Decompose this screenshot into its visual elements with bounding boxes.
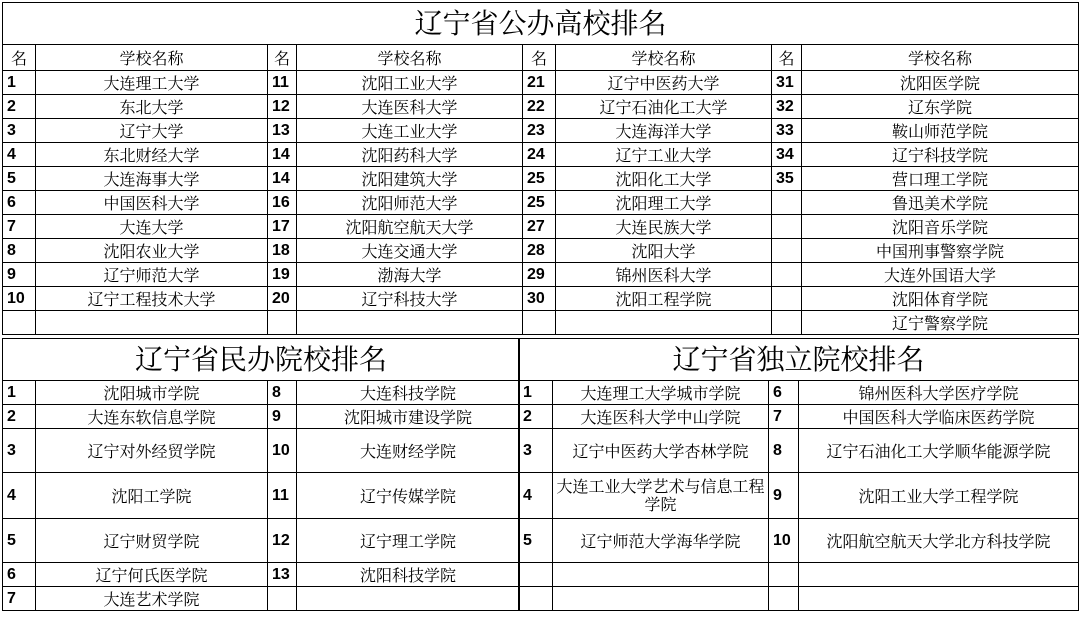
rank-cell: 7 [3, 587, 36, 611]
school-name-header: 学校名称 [556, 45, 772, 71]
table-row [3, 311, 1079, 335]
rank-cell: 5 [3, 519, 36, 563]
rank-cell: 23 [523, 119, 556, 143]
rank-cell: 7 [769, 405, 799, 429]
rank-cell: 21 [523, 71, 556, 95]
rank-cell: 1 [3, 71, 36, 95]
school-name-cell: 沈阳工学院 [36, 473, 268, 519]
table-row [519, 473, 1079, 519]
school-name-cell [297, 311, 523, 335]
table-row [3, 429, 520, 473]
rank-cell: 9 [268, 405, 297, 429]
school-name-cell: 辽宁中医药大学 [556, 71, 772, 95]
school-name-cell: 大连艺术学院 [36, 587, 268, 611]
rank-cell: 31 [772, 71, 802, 95]
table-row [3, 519, 520, 563]
school-name-cell: 沈阳工业大学 [297, 71, 523, 95]
school-name-cell: 大连外国语大学 [802, 263, 1079, 287]
rank-cell: 12 [268, 95, 297, 119]
rank-cell [519, 587, 553, 611]
rank-cell [772, 287, 802, 311]
school-name-cell [799, 563, 1079, 587]
school-name-cell: 大连交通大学 [297, 239, 523, 263]
table-row [3, 381, 520, 405]
table-row [3, 473, 520, 519]
table-row [3, 563, 520, 587]
rank-cell: 16 [268, 191, 297, 215]
rank-cell: 10 [3, 287, 36, 311]
rank-cell: 10 [769, 519, 799, 563]
rank-cell: 4 [3, 473, 36, 519]
rank-cell: 6 [769, 381, 799, 405]
table-row [3, 405, 520, 429]
rank-cell: 30 [523, 287, 556, 311]
school-name-cell: 中国刑事警察学院 [802, 239, 1079, 263]
school-name-cell: 大连财经学院 [297, 429, 520, 473]
school-name-cell [36, 311, 268, 335]
school-name-cell: 锦州医科大学医疗学院 [799, 381, 1079, 405]
school-name-cell: 辽宁中医药大学杏林学院 [553, 429, 769, 473]
rank-cell: 1 [519, 381, 553, 405]
rank-cell: 5 [3, 167, 36, 191]
table-row [3, 215, 1079, 239]
table-row [3, 167, 1079, 191]
school-name-cell: 辽宁大学 [36, 119, 268, 143]
rank-cell [268, 311, 297, 335]
public-ranking-table [2, 2, 1079, 335]
table-row [519, 587, 1079, 611]
rank-cell: 2 [3, 405, 36, 429]
rank-cell: 9 [3, 263, 36, 287]
school-name-cell: 沈阳药科大学 [297, 143, 523, 167]
rank-cell: 19 [268, 263, 297, 287]
rank-cell: 4 [519, 473, 553, 519]
table-row [3, 71, 1079, 95]
rank-cell: 8 [3, 239, 36, 263]
rank-cell: 33 [772, 119, 802, 143]
rank-cell: 27 [523, 215, 556, 239]
table-row [519, 429, 1079, 473]
table-row [3, 287, 1079, 311]
school-name-cell: 大连理工大学城市学院 [553, 381, 769, 405]
rank-cell: 24 [523, 143, 556, 167]
school-name-cell: 沈阳航空航天大学北方科技学院 [799, 519, 1079, 563]
school-name-cell: 辽宁工业大学 [556, 143, 772, 167]
school-name-cell [553, 587, 769, 611]
rank-cell: 28 [523, 239, 556, 263]
rank-cell [772, 263, 802, 287]
school-name-cell: 东北财经大学 [36, 143, 268, 167]
table-row [3, 263, 1079, 287]
table-row [3, 143, 1079, 167]
school-name-header: 学校名称 [802, 45, 1079, 71]
school-name-cell: 辽宁警察学院 [802, 311, 1079, 335]
rank-cell [268, 587, 297, 611]
rank-cell [772, 239, 802, 263]
school-name-cell: 辽宁科技学院 [802, 143, 1079, 167]
rank-cell: 10 [268, 429, 297, 473]
school-name-cell: 沈阳科技学院 [297, 563, 520, 587]
rank-cell [523, 311, 556, 335]
rank-cell: 18 [268, 239, 297, 263]
school-name-cell: 沈阳航空航天大学 [297, 215, 523, 239]
rank-cell: 13 [268, 563, 297, 587]
school-name-cell: 沈阳医学院 [802, 71, 1079, 95]
rank-cell: 32 [772, 95, 802, 119]
rank-cell [769, 563, 799, 587]
school-name-cell [556, 311, 772, 335]
school-name-cell: 大连工业大学 [297, 119, 523, 143]
rank-cell: 4 [3, 143, 36, 167]
school-name-cell [297, 587, 520, 611]
school-name-cell [799, 587, 1079, 611]
rank-cell: 12 [268, 519, 297, 563]
rank-cell: 1 [3, 381, 36, 405]
school-name-cell: 辽宁工程技术大学 [36, 287, 268, 311]
school-name-cell: 沈阳城市建设学院 [297, 405, 520, 429]
rank-cell: 8 [268, 381, 297, 405]
table-row [3, 119, 1079, 143]
rank-cell: 6 [3, 191, 36, 215]
school-name-cell: 沈阳城市学院 [36, 381, 268, 405]
rank-cell: 14 [268, 167, 297, 191]
independent-table-title: 辽宁省独立院校排名 [519, 339, 1079, 381]
independent-ranking-table [518, 338, 1079, 611]
school-name-cell: 大连海洋大学 [556, 119, 772, 143]
school-name-cell: 辽宁财贸学院 [36, 519, 268, 563]
table-row [519, 381, 1079, 405]
rank-cell [769, 587, 799, 611]
public-header-row [3, 45, 1079, 71]
rank-cell: 34 [772, 143, 802, 167]
rank-cell: 9 [769, 473, 799, 519]
rank-cell: 11 [268, 473, 297, 519]
rank-cell: 6 [3, 563, 36, 587]
school-name-cell: 辽宁石油化工大学 [556, 95, 772, 119]
rank-cell: 29 [523, 263, 556, 287]
private-table-title: 辽宁省民办院校排名 [3, 339, 520, 381]
rank-cell: 14 [268, 143, 297, 167]
school-name-cell: 鞍山师范学院 [802, 119, 1079, 143]
school-name-cell: 辽宁对外经贸学院 [36, 429, 268, 473]
school-name-cell: 营口理工学院 [802, 167, 1079, 191]
school-name-cell: 沈阳大学 [556, 239, 772, 263]
school-name-cell: 大连科技学院 [297, 381, 520, 405]
rank-cell: 35 [772, 167, 802, 191]
rank-cell: 7 [3, 215, 36, 239]
rank-cell [772, 215, 802, 239]
rank-cell [772, 311, 802, 335]
rank-cell [3, 311, 36, 335]
table-row [519, 519, 1079, 563]
school-name-cell: 辽东学院 [802, 95, 1079, 119]
rank-cell: 3 [3, 429, 36, 473]
table-row [3, 587, 520, 611]
rank-cell: 17 [268, 215, 297, 239]
rank-cell: 13 [268, 119, 297, 143]
rank-cell [772, 191, 802, 215]
rank-cell: 2 [519, 405, 553, 429]
rank-cell: 3 [519, 429, 553, 473]
school-name-cell: 大连大学 [36, 215, 268, 239]
school-name-cell: 沈阳理工大学 [556, 191, 772, 215]
school-name-cell: 辽宁石油化工大学顺华能源学院 [799, 429, 1079, 473]
school-name-cell: 沈阳体育学院 [802, 287, 1079, 311]
public-table-title: 辽宁省公办高校排名 [3, 3, 1079, 45]
school-name-cell: 沈阳工业大学工程学院 [799, 473, 1079, 519]
school-name-cell: 大连理工大学 [36, 71, 268, 95]
school-name-cell: 中国医科大学临床医药学院 [799, 405, 1079, 429]
school-name-header: 学校名称 [36, 45, 268, 71]
school-name-cell: 沈阳农业大学 [36, 239, 268, 263]
school-name-cell: 辽宁科技大学 [297, 287, 523, 311]
rank-header: 名 [523, 45, 556, 71]
rank-cell: 3 [3, 119, 36, 143]
private-ranking-table [2, 338, 520, 611]
school-name-cell: 沈阳师范大学 [297, 191, 523, 215]
school-name-cell: 东北大学 [36, 95, 268, 119]
rank-header: 名 [3, 45, 36, 71]
rank-cell: 8 [769, 429, 799, 473]
rank-header: 名 [268, 45, 297, 71]
table-row [3, 239, 1079, 263]
school-name-cell: 辽宁理工学院 [297, 519, 520, 563]
school-name-cell: 大连工业大学艺术与信息工程学院 [553, 473, 769, 519]
school-name-cell: 辽宁师范大学 [36, 263, 268, 287]
school-name-cell: 锦州医科大学 [556, 263, 772, 287]
school-name-cell [553, 563, 769, 587]
school-name-cell: 大连医科大学中山学院 [553, 405, 769, 429]
rank-cell: 25 [523, 191, 556, 215]
school-name-cell: 辽宁师范大学海华学院 [553, 519, 769, 563]
rank-cell: 5 [519, 519, 553, 563]
school-name-cell: 大连民族大学 [556, 215, 772, 239]
table-row [519, 563, 1079, 587]
school-name-cell: 辽宁传媒学院 [297, 473, 520, 519]
school-name-cell: 大连东软信息学院 [36, 405, 268, 429]
rank-cell: 20 [268, 287, 297, 311]
table-row [3, 191, 1079, 215]
rank-header: 名 [772, 45, 802, 71]
school-name-cell: 大连医科大学 [297, 95, 523, 119]
table-row [3, 95, 1079, 119]
table-row [519, 405, 1079, 429]
school-name-cell: 大连海事大学 [36, 167, 268, 191]
school-name-cell: 沈阳建筑大学 [297, 167, 523, 191]
school-name-cell: 沈阳工程学院 [556, 287, 772, 311]
school-name-cell: 中国医科大学 [36, 191, 268, 215]
school-name-cell: 辽宁何氏医学院 [36, 563, 268, 587]
rank-cell [519, 563, 553, 587]
school-name-cell: 沈阳化工大学 [556, 167, 772, 191]
rank-cell: 22 [523, 95, 556, 119]
school-name-cell: 沈阳音乐学院 [802, 215, 1079, 239]
school-name-header: 学校名称 [297, 45, 523, 71]
school-name-cell: 鲁迅美术学院 [802, 191, 1079, 215]
rank-cell: 25 [523, 167, 556, 191]
rank-cell: 2 [3, 95, 36, 119]
rank-cell: 11 [268, 71, 297, 95]
school-name-cell: 渤海大学 [297, 263, 523, 287]
